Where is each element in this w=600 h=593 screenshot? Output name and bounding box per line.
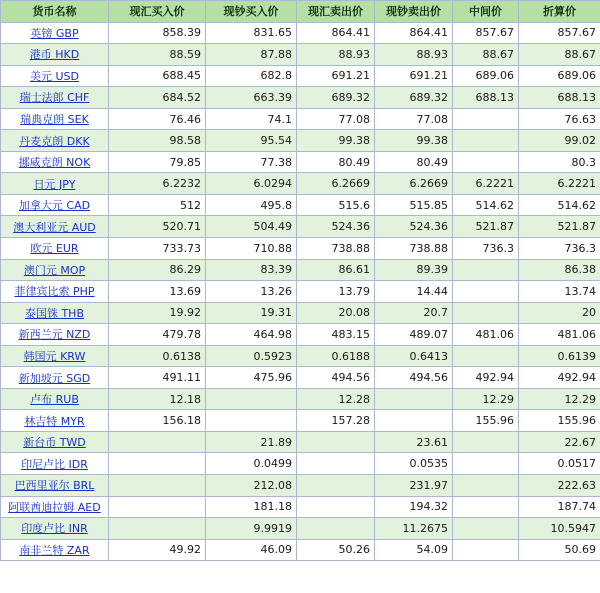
currency-link[interactable]: 巴西里亚尔 BRL: [14, 479, 95, 493]
cell-cash-buy: 6.0294: [206, 173, 297, 195]
currency-link[interactable]: 阿联酋迪拉姆 AED: [8, 500, 101, 514]
cell-cash-buy: [206, 388, 297, 410]
cell-spot-sell: 13.79: [297, 281, 375, 303]
currency-link[interactable]: 新台币 TWD: [23, 436, 86, 450]
cell-cash-sell: 689.32: [375, 87, 453, 109]
cell-cash-buy: 495.8: [206, 194, 297, 216]
cell-middle-rate: [453, 130, 519, 152]
cell-spot-buy: 98.58: [109, 130, 206, 152]
cell-spot-buy: 491.11: [109, 367, 206, 389]
cell-cash-sell: 0.6413: [375, 345, 453, 367]
cell-currency-name: [1, 539, 109, 561]
cell-spot-sell: 86.61: [297, 259, 375, 281]
currency-link[interactable]: 泰国铢 THB: [24, 306, 85, 320]
cell-currency-name: [1, 345, 109, 367]
cell-spot-sell: 12.28: [297, 388, 375, 410]
cell-currency-name: [1, 388, 109, 410]
cell-cash-buy: 663.39: [206, 87, 297, 109]
table-row: [1, 496, 600, 518]
cell-currency-name: [1, 151, 109, 173]
cell-middle-rate: 6.2221: [453, 173, 519, 195]
cell-cash-buy: 83.39: [206, 259, 297, 281]
cell-cash-sell: 0.0535: [375, 453, 453, 475]
cell-spot-sell: 50.26: [297, 539, 375, 561]
cell-conversion-rate: 155.96: [519, 410, 600, 432]
cell-spot-sell: 77.08: [297, 108, 375, 130]
currency-link[interactable]: 卢布 RUB: [30, 393, 79, 407]
cell-spot-buy: [109, 496, 206, 518]
cell-middle-rate: 12.29: [453, 388, 519, 410]
cell-currency-name: [1, 324, 109, 346]
cell-spot-sell: 0.6188: [297, 345, 375, 367]
cell-conversion-rate: 222.63: [519, 475, 600, 497]
cell-cash-buy: 682.8: [206, 65, 297, 87]
cell-cash-sell: 80.49: [375, 151, 453, 173]
cell-cash-buy: 212.08: [206, 475, 297, 497]
cell-spot-buy: 858.39: [109, 22, 206, 44]
cell-currency-name: [1, 173, 109, 195]
cell-cash-buy: 710.88: [206, 238, 297, 260]
cell-middle-rate: [453, 453, 519, 475]
cell-cash-sell: 23.61: [375, 431, 453, 453]
cell-currency-name: [1, 410, 109, 432]
cell-cash-sell: 691.21: [375, 65, 453, 87]
cell-spot-buy: 86.29: [109, 259, 206, 281]
cell-spot-buy: 19.92: [109, 302, 206, 324]
cell-spot-sell: [297, 431, 375, 453]
cell-middle-rate: [453, 108, 519, 130]
cell-conversion-rate: 521.87: [519, 216, 600, 238]
cell-cash-sell: [375, 410, 453, 432]
cell-spot-sell: 483.15: [297, 324, 375, 346]
cell-conversion-rate: 20: [519, 302, 600, 324]
cell-conversion-rate: 857.67: [519, 22, 600, 44]
cell-spot-sell: 689.32: [297, 87, 375, 109]
cell-conversion-rate: 492.94: [519, 367, 600, 389]
cell-currency-name: [1, 44, 109, 66]
cell-spot-buy: [109, 431, 206, 453]
cell-spot-sell: 494.56: [297, 367, 375, 389]
cell-currency-name: [1, 259, 109, 281]
cell-spot-buy: 88.59: [109, 44, 206, 66]
cell-spot-buy: 684.52: [109, 87, 206, 109]
cell-spot-buy: 13.69: [109, 281, 206, 303]
cell-conversion-rate: 12.29: [519, 388, 600, 410]
cell-conversion-rate: 481.06: [519, 324, 600, 346]
cell-spot-sell: 864.41: [297, 22, 375, 44]
currency-link[interactable]: 瑞典克朗 SEK: [20, 113, 89, 126]
cell-currency-name: [1, 281, 109, 303]
cell-cash-buy: 0.0499: [206, 453, 297, 475]
cell-spot-sell: 6.2669: [297, 173, 375, 195]
cell-spot-sell: 738.88: [297, 238, 375, 260]
table-row: [1, 87, 600, 109]
cell-conversion-rate: 0.6139: [519, 345, 600, 367]
cell-spot-sell: 157.28: [297, 410, 375, 432]
cell-conversion-rate: 80.3: [519, 151, 600, 173]
cell-middle-rate: 521.87: [453, 216, 519, 238]
cell-middle-rate: 481.06: [453, 324, 519, 346]
cell-spot-buy: [109, 453, 206, 475]
currency-link[interactable]: 英镑 GBP: [30, 26, 79, 40]
cell-middle-rate: 492.94: [453, 367, 519, 389]
table-row: [1, 65, 600, 87]
cell-spot-buy: 49.92: [109, 539, 206, 561]
currency-link[interactable]: 新加坡元 SGD: [18, 371, 91, 385]
currency-link[interactable]: 挪威克朗 NOK: [18, 156, 91, 170]
cell-cash-sell: 524.36: [375, 216, 453, 238]
cell-currency-name: [1, 65, 109, 87]
currency-link[interactable]: 林吉特 MYR: [24, 414, 85, 428]
currency-link[interactable]: 印尼卢比 IDR: [21, 457, 88, 471]
table-row: [1, 216, 600, 238]
currency-link[interactable]: 澳门元 MOP: [23, 263, 86, 277]
table-row: [1, 194, 600, 216]
cell-cash-sell: 864.41: [375, 22, 453, 44]
cell-conversion-rate: 10.5947: [519, 518, 600, 540]
table-row: [1, 431, 600, 453]
cell-cash-sell: 99.38: [375, 130, 453, 152]
cell-cash-sell: 89.39: [375, 259, 453, 281]
cell-conversion-rate: 99.02: [519, 130, 600, 152]
table-body: [1, 22, 600, 561]
table-row: [1, 238, 600, 260]
cell-cash-sell: 231.97: [375, 475, 453, 497]
cell-cash-sell: 88.93: [375, 44, 453, 66]
cell-cash-buy: 74.1: [206, 108, 297, 130]
cell-middle-rate: [453, 539, 519, 561]
cell-spot-buy: 512: [109, 194, 206, 216]
currency-link[interactable]: 欧元 EUR: [30, 242, 79, 256]
cell-cash-sell: 77.08: [375, 108, 453, 130]
cell-conversion-rate: 0.0517: [519, 453, 600, 475]
cell-cash-buy: 77.38: [206, 151, 297, 173]
cell-middle-rate: [453, 496, 519, 518]
cell-spot-sell: 80.49: [297, 151, 375, 173]
cell-currency-name: [1, 194, 109, 216]
cell-currency-name: [1, 108, 109, 130]
currency-link[interactable]: 澳大利亚元 AUD: [13, 220, 96, 234]
currency-link[interactable]: 南非兰特 ZAR: [19, 543, 90, 557]
cell-spot-buy: 520.71: [109, 216, 206, 238]
cell-middle-rate: 688.13: [453, 87, 519, 109]
cell-currency-name: [1, 496, 109, 518]
cell-spot-sell: 99.38: [297, 130, 375, 152]
cell-middle-rate: [453, 281, 519, 303]
currency-link[interactable]: 日元 JPY: [33, 177, 76, 191]
cell-spot-sell: 88.93: [297, 44, 375, 66]
cell-currency-name: [1, 22, 109, 44]
table-row: [1, 108, 600, 130]
cell-currency-name: [1, 431, 109, 453]
cell-conversion-rate: 88.67: [519, 44, 600, 66]
currency-link[interactable]: 港币 HKD: [29, 48, 80, 62]
cell-spot-sell: 691.21: [297, 65, 375, 87]
cell-currency-name: [1, 453, 109, 475]
table-row: [1, 410, 600, 432]
table-row: [1, 259, 600, 281]
header-cash-buy: 现钞买入价: [206, 1, 297, 23]
cell-currency-name: [1, 238, 109, 260]
cell-middle-rate: [453, 475, 519, 497]
cell-middle-rate: 857.67: [453, 22, 519, 44]
cell-cash-sell: 54.09: [375, 539, 453, 561]
cell-cash-buy: 464.98: [206, 324, 297, 346]
cell-spot-buy: 79.85: [109, 151, 206, 173]
cell-currency-name: [1, 518, 109, 540]
cell-middle-rate: [453, 151, 519, 173]
cell-cash-sell: [375, 388, 453, 410]
cell-spot-buy: 6.2232: [109, 173, 206, 195]
table-row: [1, 151, 600, 173]
cell-middle-rate: 88.67: [453, 44, 519, 66]
cell-spot-buy: 733.73: [109, 238, 206, 260]
cell-cash-buy: 95.54: [206, 130, 297, 152]
cell-spot-buy: 0.6138: [109, 345, 206, 367]
table-row: [1, 367, 600, 389]
cell-cash-buy: 0.5923: [206, 345, 297, 367]
cell-cash-sell: 515.85: [375, 194, 453, 216]
table-row: [1, 130, 600, 152]
cell-spot-sell: 20.08: [297, 302, 375, 324]
cell-cash-sell: 489.07: [375, 324, 453, 346]
cell-cash-buy: 475.96: [206, 367, 297, 389]
currency-link[interactable]: 美元 USD: [29, 69, 79, 83]
cell-middle-rate: [453, 259, 519, 281]
cell-cash-buy: [206, 410, 297, 432]
header-conversion-rate: 折算价: [519, 1, 600, 23]
table-row: [1, 388, 600, 410]
table-row: [1, 453, 600, 475]
table-row: [1, 539, 600, 561]
table-row: [1, 345, 600, 367]
currency-link[interactable]: 丹麦克朗 DKK: [19, 134, 90, 148]
cell-spot-buy: 156.18: [109, 410, 206, 432]
cell-conversion-rate: 688.13: [519, 87, 600, 109]
cell-conversion-rate: 86.38: [519, 259, 600, 281]
cell-cash-buy: 46.09: [206, 539, 297, 561]
cell-spot-sell: [297, 475, 375, 497]
table-row: [1, 324, 600, 346]
cell-cash-sell: 494.56: [375, 367, 453, 389]
cell-cash-sell: 738.88: [375, 238, 453, 260]
cell-conversion-rate: 6.2221: [519, 173, 600, 195]
cell-cash-sell: 6.2669: [375, 173, 453, 195]
header-currency-name: 货币名称: [1, 1, 109, 23]
cell-cash-buy: 831.65: [206, 22, 297, 44]
cell-middle-rate: 689.06: [453, 65, 519, 87]
cell-middle-rate: [453, 518, 519, 540]
cell-cash-sell: 194.32: [375, 496, 453, 518]
cell-conversion-rate: 22.67: [519, 431, 600, 453]
cell-cash-buy: 181.18: [206, 496, 297, 518]
cell-cash-buy: 13.26: [206, 281, 297, 303]
cell-currency-name: [1, 367, 109, 389]
table-header-row: [1, 1, 600, 23]
cell-cash-sell: 11.2675: [375, 518, 453, 540]
currency-link[interactable]: 新西兰元 NZD: [18, 328, 91, 342]
cell-currency-name: [1, 87, 109, 109]
cell-conversion-rate: 50.69: [519, 539, 600, 561]
cell-cash-sell: 20.7: [375, 302, 453, 324]
table-row: [1, 173, 600, 195]
cell-conversion-rate: 13.74: [519, 281, 600, 303]
cell-cash-buy: 87.88: [206, 44, 297, 66]
cell-cash-buy: 504.49: [206, 216, 297, 238]
cell-spot-sell: [297, 496, 375, 518]
currency-link[interactable]: 菲律宾比索 PHP: [14, 285, 95, 299]
cell-spot-buy: [109, 475, 206, 497]
cell-spot-sell: [297, 453, 375, 475]
cell-cash-buy: 19.31: [206, 302, 297, 324]
cell-conversion-rate: 689.06: [519, 65, 600, 87]
cell-conversion-rate: 514.62: [519, 194, 600, 216]
cell-cash-sell: 14.44: [375, 281, 453, 303]
cell-spot-buy: [109, 518, 206, 540]
cell-conversion-rate: 187.74: [519, 496, 600, 518]
cell-middle-rate: [453, 345, 519, 367]
cell-spot-buy: 688.45: [109, 65, 206, 87]
table-row: [1, 302, 600, 324]
cell-currency-name: [1, 130, 109, 152]
cell-middle-rate: 514.62: [453, 194, 519, 216]
header-spot-buy: 现汇买入价: [109, 1, 206, 23]
cell-spot-sell: 524.36: [297, 216, 375, 238]
cell-currency-name: [1, 475, 109, 497]
cell-currency-name: [1, 216, 109, 238]
cell-conversion-rate: 76.63: [519, 108, 600, 130]
cell-spot-sell: 515.6: [297, 194, 375, 216]
cell-spot-sell: [297, 518, 375, 540]
cell-middle-rate: [453, 431, 519, 453]
cell-cash-buy: 9.9919: [206, 518, 297, 540]
cell-spot-buy: 12.18: [109, 388, 206, 410]
currency-link[interactable]: 加拿大元 CAD: [18, 199, 91, 213]
header-cash-sell: 现钞卖出价: [375, 1, 453, 23]
table-row: [1, 281, 600, 303]
cell-spot-buy: 76.46: [109, 108, 206, 130]
table-row: [1, 518, 600, 540]
cell-middle-rate: 736.3: [453, 238, 519, 260]
cell-spot-buy: 479.78: [109, 324, 206, 346]
header-spot-sell: 现汇卖出价: [297, 1, 375, 23]
cell-middle-rate: [453, 302, 519, 324]
cell-currency-name: [1, 302, 109, 324]
cell-middle-rate: 155.96: [453, 410, 519, 432]
cell-cash-buy: 21.89: [206, 431, 297, 453]
table-row: [1, 44, 600, 66]
currency-link[interactable]: 韩国元 KRW: [23, 350, 86, 364]
currency-link[interactable]: 印度卢比 INR: [21, 522, 88, 536]
cell-conversion-rate: 736.3: [519, 238, 600, 260]
currency-link[interactable]: 瑞士法郎 CHF: [19, 91, 90, 105]
header-middle-rate: 中间价: [453, 1, 519, 23]
table-row: [1, 475, 600, 497]
table-row: [1, 22, 600, 44]
